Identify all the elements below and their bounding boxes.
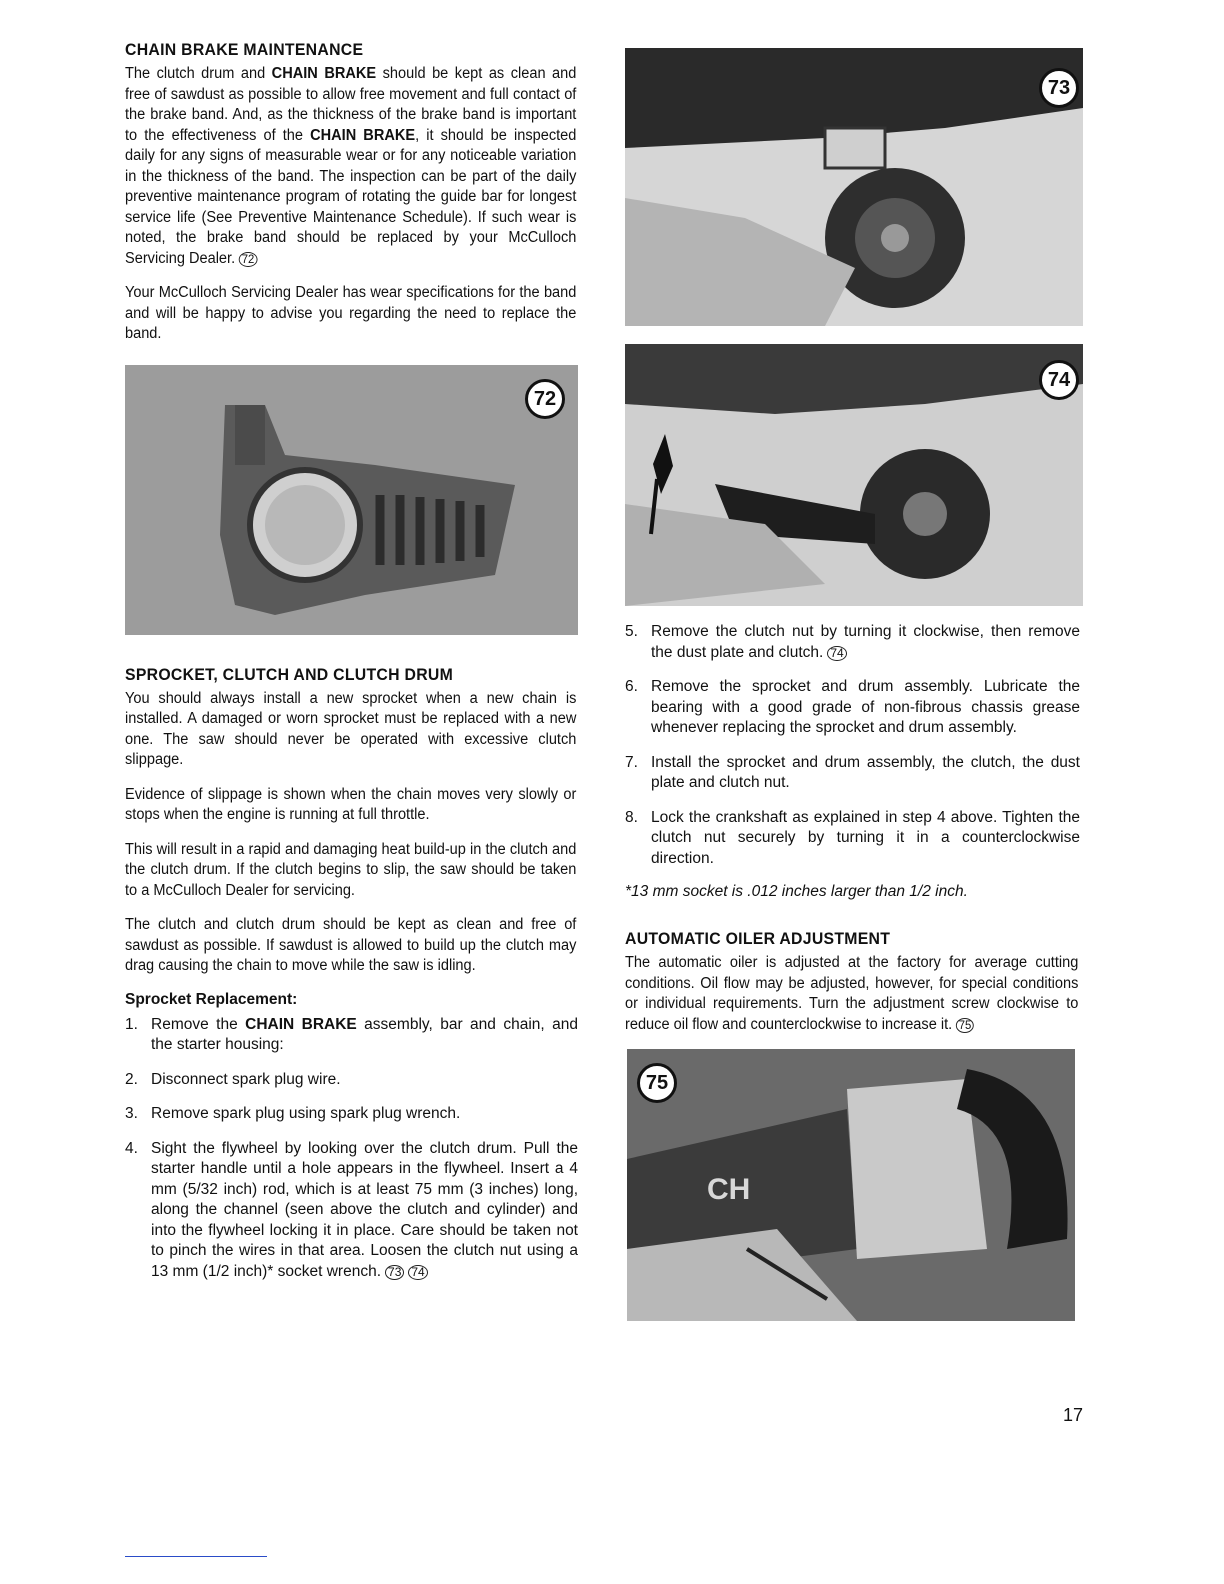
footer-rule	[125, 1556, 267, 1557]
heading-sprocket-clutch: SPROCKET, CLUTCH AND CLUTCH DRUM	[125, 664, 454, 684]
footnote-socket-size: *13 mm socket is .012 inches larger than 1/2 inch.	[625, 883, 968, 900]
heading-chain-brake-maintenance: CHAIN BRAKE MAINTENANCE	[125, 40, 364, 59]
figure-ref-74: 74	[408, 1265, 427, 1280]
clutch-drum-photo-73	[625, 48, 1083, 326]
figure-72-badge: 72	[525, 379, 565, 419]
step-6: 6. Remove the sprocket and drum assembly. Lubricate the bearing with a good grade of non-fibrous chassis grease whenever replacing the sprocket and drum assembly.	[625, 678, 1080, 736]
paragraph-heat: This will result in a rapid and damaging heat build-up in the clutch and the clutch drum. If the clutch begins to slip, the saw should be taken to a McCulloch Dealer for servicing.	[125, 840, 577, 899]
step-2: 2. Disconnect spark plug wire.	[125, 1070, 341, 1088]
paragraph-wear-specs: Your McCulloch Servicing Dealer has wear specifications for the band and will be happy to advise you regarding the need to replace the band.	[125, 284, 577, 342]
step-4: 4. Sight the flywheel by looking over the clutch drum. Pull the starter handle until a hole appears in the flywheel. Insert a 4 mm (5/32 inch) rod, which is at least 75 mm (3 inches) long, along the channel (seen above the clutch and cylinder) and into the flywheel locking it in place. Care should be taken not to pinch the wires in that area. Loosen the clutch nut using a 13 mm (1/2 inch)* socket wrench. 73 74	[125, 1139, 578, 1280]
chain-bar-lettering: CH	[707, 1173, 751, 1206]
figure-ref-72: 72	[239, 252, 257, 267]
left-column	[125, 40, 578, 1296]
figure-74-photo	[625, 344, 1083, 606]
heading-automatic-oiler: AUTOMATIC OILER ADJUSTMENT	[625, 929, 891, 948]
figure-73-photo	[625, 48, 1083, 326]
figure-74-badge: 74	[1039, 360, 1079, 400]
subheading-sprocket-replacement: Sprocket Replacement:	[125, 990, 298, 1008]
steps-list-left	[125, 1015, 578, 1283]
figure-75-photo	[627, 1049, 1075, 1321]
right-column	[625, 48, 1080, 1321]
step-1: 1. Remove the CHAIN BRAKE assembly, bar and chain, and the starter housing:	[125, 1015, 578, 1053]
page-number: 17	[1063, 1405, 1084, 1425]
paragraph-new-sprocket: You should always install a new sprocket when a new chain is installed. A damaged or worn sprocket must be replaced with a new one. The saw should never be operated with excessive clutch slippage.	[125, 689, 577, 768]
figure-ref-73: 73	[385, 1265, 404, 1280]
step-8: 8. Lock the crankshaft as explained in step 4 above. Tighten the clutch nut securely by turning it in a counterclockwise direction.	[625, 808, 1080, 867]
figure-ref-75: 75	[956, 1018, 974, 1033]
figure-75-badge: 75	[637, 1063, 677, 1103]
oiler-adjustment-photo-75	[627, 1049, 1075, 1321]
paragraph-slippage: Evidence of slippage is shown when the chain moves very slowly or stops when the engine is running at full throttle.	[125, 785, 577, 823]
paragraph-clean-clutch: The clutch and clutch drum should be kept as clean and free of sawdust as possible. If sawdust is allowed to build up the clutch may drag causing the chain to move while the saw is idling.	[125, 916, 577, 974]
clutch-drum-photo-74	[625, 344, 1083, 606]
brake-cover-illustration	[125, 365, 578, 635]
step-7: 7. Install the sprocket and drum assembly, the clutch, the dust plate and clutch nut.	[625, 753, 1080, 791]
step-3: 3. Remove spark plug using spark plug wrench.	[125, 1105, 461, 1122]
paragraph-chain-brake: The clutch drum and CHAIN BRAKE should be kept as clean and free of sawdust as possible to allow free movement and full contact of the brake band. And, as the thickness of the brake band is important to the effectiveness of the CHAIN BRAKE, it should be inspected daily for any signs of measurable wear or for any noticeable variation in the thickness of the band. The inspection can be part of the daily preventive maintenance program of rotating the guide bar for longest service life (See Preventive Maintenance Schedule). If such wear is noted, the brake band should be replaced by your McCulloch Servicing Dealer. 72	[125, 65, 577, 267]
paragraph-oiler: The automatic oiler is adjusted at the factory for average cutting conditions. Oil flow may be adjusted, however, for special conditions or individual requirements. Turn the adjustment screw clockwise to reduce oil flow and counterclockwise to increase it. 75	[625, 954, 1079, 1033]
figure-72-photo	[125, 365, 578, 635]
figure-73-badge: 73	[1039, 68, 1079, 108]
steps-list-right	[625, 622, 1080, 869]
figure-ref-74b: 74	[827, 646, 846, 661]
step-5: 5. Remove the clutch nut by turning it clockwise, then remove the dust plate and clutch. 74	[625, 623, 1080, 661]
